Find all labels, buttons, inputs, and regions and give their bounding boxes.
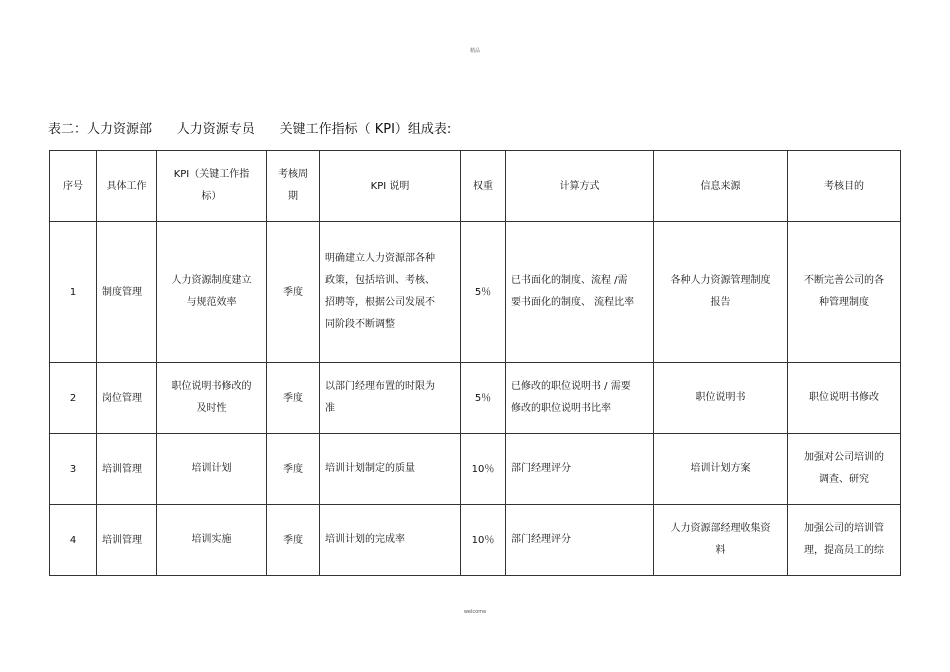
cell-purpose-line: 不断完善公司的各 [804,275,884,286]
page-title: 表二：人力资源部 人力资源专员 关键工作指标（ KPI）组成表: [48,122,452,137]
cell-source [654,222,788,363]
table-row [50,505,901,576]
page-header-mark: 精品 [469,48,480,54]
cell-desc-line: 以部门经理布置的时限为 [325,381,435,392]
cell-source-line: 人力资源部经理收集资 [670,523,771,534]
cell-kpi [157,505,267,576]
cell-period: 季度 [267,363,320,434]
cell-purpose [788,222,901,363]
cell-source-line: 料 [715,545,726,556]
cell-calc-line: 已书面化的制度、流程 /需 [511,275,628,286]
cell-period: 季度 [267,222,320,363]
cell-period: 季度 [267,505,320,576]
cell-desc-line: 培训计划的完成率 [325,534,405,545]
kpi-table-body [50,151,901,576]
cell-source-line: 报告 [710,297,731,308]
cell-desc-line: 培训计划制定的质量 [325,463,415,474]
cell-desc [320,434,461,505]
cell-purpose-line: 加强公司的培训管 [804,523,884,534]
cell-purpose [788,434,901,505]
cell-weight: 5％ [461,363,506,434]
cell-weight: 10％ [461,505,506,576]
cell-source [654,505,788,576]
cell-work: 培训管理 [97,505,157,576]
cell-period: 季度 [267,434,320,505]
cell-work: 培训管理 [97,434,157,505]
cell-source-line: 各种人力资源管理制度 [670,275,771,286]
header-kpi-line: 标） [201,191,222,202]
table-row [50,222,901,363]
cell-weight: 10％ [461,434,506,505]
header-desc: KPI 说明 [320,151,461,222]
cell-kpi [157,222,267,363]
cell-kpi [157,363,267,434]
page-footer-mark: welcome [463,609,487,615]
cell-calc [506,434,654,505]
header-work: 具体工作 [97,151,157,222]
cell-purpose-line: 加强对公司培训的 [804,452,884,463]
header-kpi [157,151,267,222]
cell-seq: 4 [50,505,97,576]
header-calc: 计算方式 [506,151,654,222]
cell-purpose [788,363,901,434]
header-period-line: 考核周 [278,169,308,180]
cell-calc-line: 要书面化的制度、 流程比率 [511,297,635,308]
cell-purpose-line: 种管理制度 [819,297,869,308]
cell-kpi-line: 职位说明书修改的 [171,381,252,392]
cell-purpose-line: 调查、研究 [819,474,869,485]
cell-purpose [788,505,901,576]
cell-purpose-line: 理，提高员工的综 [804,545,884,556]
header-purpose: 考核目的 [788,151,901,222]
header-seq: 序号 [50,151,97,222]
cell-calc [506,363,654,434]
header-kpi-line: KPI（关键工作指 [173,169,250,180]
cell-kpi-line: 培训实施 [191,534,232,545]
cell-calc-line: 已修改的职位说明书 / 需要 [511,381,631,392]
cell-desc [320,363,461,434]
cell-desc-line: 明确建立人力资源部各种 [325,253,435,264]
cell-kpi-line: 培训计划 [191,463,232,474]
cell-calc-line: 部门经理评分 [511,534,571,545]
cell-desc-line: 同阶段不断调整 [325,319,395,330]
cell-seq: 1 [50,222,97,363]
cell-calc [506,505,654,576]
cell-source-line: 培训计划方案 [690,463,751,474]
table-row [50,434,901,505]
cell-purpose-line: 职位说明书修改 [809,392,879,403]
header-source: 信息来源 [654,151,788,222]
cell-desc-line: 政策，包括培训、考核、 [325,275,435,286]
cell-calc-line: 修改的职位说明书比率 [511,403,611,414]
cell-source [654,434,788,505]
cell-desc-line: 招聘等，根据公司发展不 [325,297,435,308]
cell-weight: 5％ [461,222,506,363]
cell-kpi [157,434,267,505]
header-weight: 权重 [461,151,506,222]
cell-kpi-line: 及时性 [196,403,227,414]
cell-seq: 2 [50,363,97,434]
cell-desc [320,222,461,363]
cell-desc [320,505,461,576]
cell-desc-line: 准 [325,403,335,414]
table-row [50,363,901,434]
cell-work: 制度管理 [97,222,157,363]
kpi-table [49,150,901,576]
cell-work: 岗位管理 [97,363,157,434]
cell-seq: 3 [50,434,97,505]
cell-kpi-line: 与规范效率 [186,297,237,308]
cell-source [654,363,788,434]
header-period [267,151,320,222]
cell-calc-line: 部门经理评分 [511,463,571,474]
header-period-line: 期 [288,191,298,202]
cell-source-line: 职位说明书 [695,392,746,403]
table-header-row [50,151,901,222]
cell-calc [506,222,654,363]
cell-kpi-line: 人力资源制度建立 [171,275,252,286]
